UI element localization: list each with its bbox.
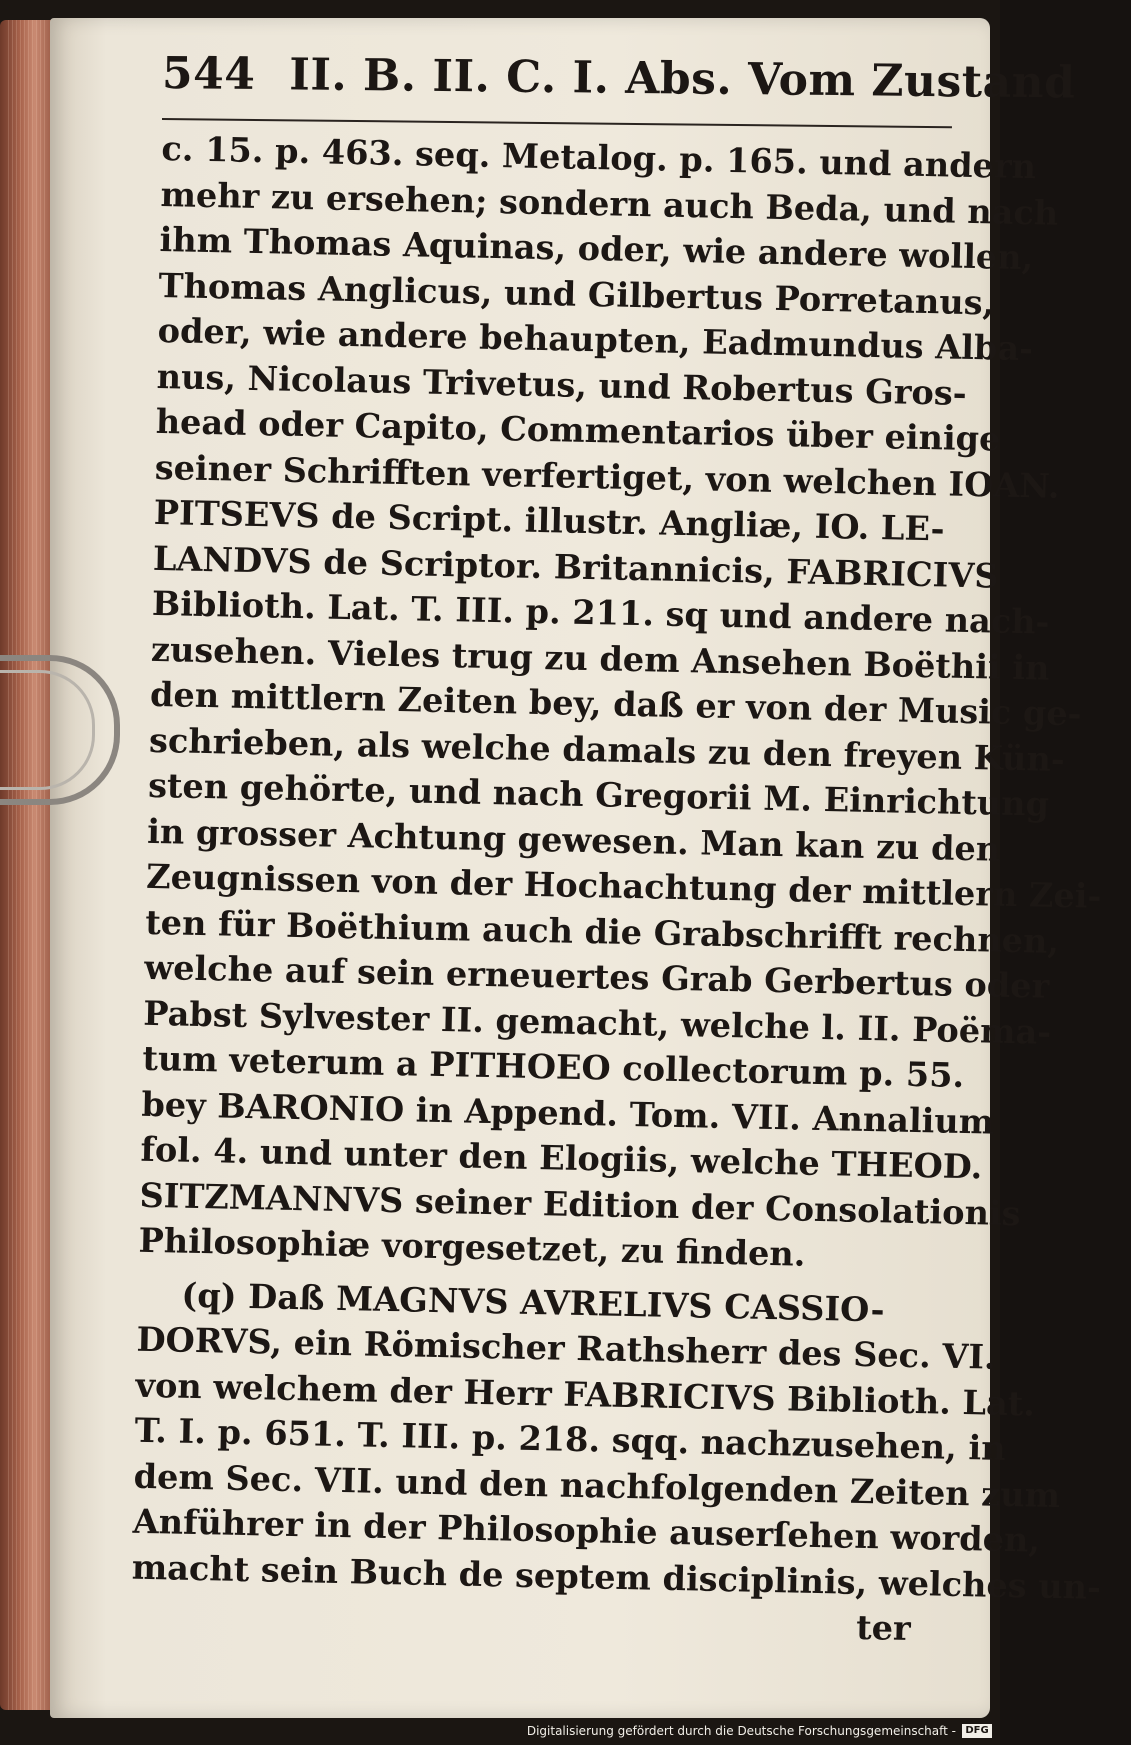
footnote-line: macht sein Buch de septem disciplinis, welches un-: [131, 1547, 1102, 1607]
footnote-line: dem Sec. VII. und den nachfolgenden Zeiten zum: [133, 1456, 1061, 1515]
text-line: fol. 4. und unter den Elogiis, welche THEOD.: [140, 1129, 983, 1187]
page-body: [131, 126, 1102, 1649]
footnote-line: (q) Daß MAGNVS AVRELIVS CASSIO-: [181, 1275, 885, 1329]
text-line: nus, Nicolaus Trivetus, und Robertus Gros-: [156, 356, 968, 413]
text-line: zusehen. Vieles trug zu dem Ansehen Boëthii in: [150, 629, 1050, 688]
text-line: welche auf sein erneuertes Grab Gerbertus oder: [143, 947, 1050, 1006]
text-line: Biblioth. Lat. T. III. p. 211. sq und andere nach-: [151, 583, 1050, 642]
text-line: PITSEVS de Script. illustr. Angliæ, IO. LE-: [153, 492, 945, 549]
text-line: Zeugnissen von der Hochachtung der mittlern Zei-: [145, 856, 1102, 916]
digitization-credit: [527, 1721, 992, 1741]
text-line: head oder Capito, Commentarios über einige: [155, 401, 1001, 459]
text-line: bey BARONIO in Append. Tom. VII. Annalium: [141, 1084, 995, 1142]
text-line: LANDVS de Scriptor. Britannicis, FABRICIVS: [152, 538, 999, 596]
text-line: oder, wie andere behaupten, Eadmundus Alba-: [157, 310, 1034, 369]
running-title: II. B. II. C. I. Abs. Vom Zustand: [289, 49, 1076, 109]
dfg-logo: DFG: [962, 1724, 992, 1738]
text-line: seiner Schrifften verfertiget, von welchen IOAN.: [154, 447, 1060, 506]
text-line: in grosser Achtung gewesen. Man kan zu den: [146, 811, 1001, 869]
text-line: Pabst Sylvester II. gemacht, welche l. II. Poëma-: [143, 993, 1052, 1052]
footnote-line: T. I. p. 651. T. III. p. 218. sqq. nachzusehen, in: [134, 1410, 1006, 1468]
text-line: ten für Boëthium auch die Grabschrifft rechnen,: [144, 902, 1060, 961]
text-line: schrieben, als welche damals zu den freyen Kün-: [148, 720, 1066, 779]
page-number: 544: [161, 48, 256, 100]
text-line: c. 15. p. 463. seq. Metalog. p. 165. und andern: [161, 128, 1037, 187]
footnote-line: von welchem der Herr FABRICIVS Biblioth. Lat.: [135, 1365, 1036, 1424]
text-line: Thomas Anglicus, und Gilbertus Porretanus,: [158, 265, 995, 322]
catchword: ter: [855, 1607, 912, 1649]
credit-text: Digitalisierung gefördert durch die Deutsche Forschungsgemeinschaft -: [526, 1724, 956, 1738]
text-line: sten gehörte, und nach Gregorii M. Einrichtung: [147, 765, 1050, 824]
text-line: den mittlern Zeiten bey, daß er von der Music ge-: [149, 674, 1082, 734]
text-line: SITZMANNVS seiner Edition der Consolationis: [139, 1175, 1021, 1233]
text-line: tum veterum a PITHOEO collectorum p. 55.: [142, 1038, 965, 1096]
text-line: mehr zu ersehen; sondern auch Beda, und nach: [160, 174, 1059, 233]
footnote-line: DORVS, ein Römischer Rathsherr des Sec. VI.: [136, 1319, 997, 1377]
page-header: [161, 48, 1076, 124]
footnote-line: Anführer in der Philosophie auserſehen worden,: [132, 1501, 1041, 1560]
text-line: ihm Thomas Aquinas, oder, wie andere wollen,: [159, 219, 1034, 278]
text-line: Philosophiæ vorgesetzet, zu finden.: [138, 1220, 806, 1274]
